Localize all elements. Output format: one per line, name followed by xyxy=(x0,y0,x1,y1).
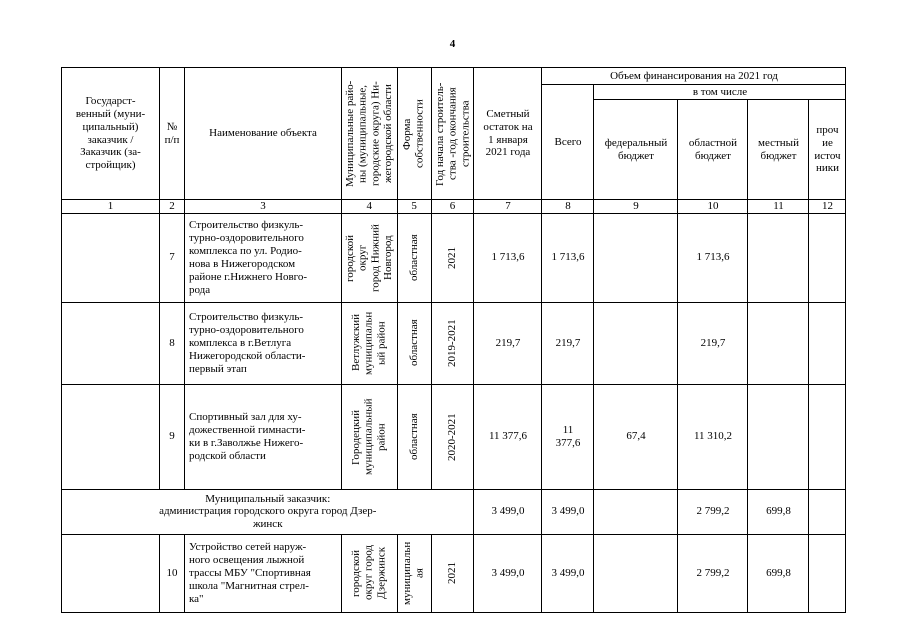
header-including: в том числе xyxy=(594,85,846,100)
col-number: 8 xyxy=(542,200,594,214)
row-ownership: муниципальн ая xyxy=(397,534,431,612)
row-regional: 2 799,2 xyxy=(678,534,748,612)
row-num: 10 xyxy=(160,534,185,612)
row-total: 219,7 xyxy=(542,302,594,384)
row-local xyxy=(748,302,809,384)
row-ownership: областная xyxy=(397,302,431,384)
header-local: местный бюджет xyxy=(748,100,809,200)
row-regional: 219,7 xyxy=(678,302,748,384)
row-customer-cell xyxy=(62,384,160,489)
client-summary-row xyxy=(62,489,846,534)
row-estimate: 1 713,6 xyxy=(474,213,542,302)
row-total: 3 499,0 xyxy=(542,534,594,612)
row-federal xyxy=(594,302,678,384)
row-other xyxy=(809,384,846,489)
row-regional: 1 713,6 xyxy=(678,213,748,302)
row-regional: 11 310,2 xyxy=(678,384,748,489)
row-federal xyxy=(594,534,678,612)
row-estimate: 3 499,0 xyxy=(474,534,542,612)
row-total: 1 713,6 xyxy=(542,213,594,302)
row-object-name: Строительство физкуль- турно-оздоровительного комплекса по ул. Родио- нова в Нижегородском районе г.Нижнего Новго- рода xyxy=(185,213,342,302)
row-years: 2019-2021 xyxy=(431,302,474,384)
row-estimate: 219,7 xyxy=(474,302,542,384)
header-federal: федеральный бюджет xyxy=(594,100,678,200)
row-num: 9 xyxy=(160,384,185,489)
header-object-name: Наименование объекта xyxy=(185,68,342,200)
row-object-name: Устройство сетей наруж- ного освещения лыжной трассы МБУ "Спортивная школа "Магнитная стрел- ка" xyxy=(185,534,342,612)
row-customer-cell xyxy=(62,534,160,612)
row-district: Ветлужский муниципальн ый район xyxy=(342,302,398,384)
row-years: 2021 xyxy=(431,534,474,612)
row-object-name: Строительство физкуль- турно-оздоровительного комплекса в г.Ветлуга Нижегородской области- первый этап xyxy=(185,302,342,384)
column-numbers-row xyxy=(62,200,846,214)
table-row xyxy=(62,534,846,612)
header-district: Муниципальные райо- ны (муниципальные, городские округа) Ни- жегородской области xyxy=(342,68,398,200)
row-local xyxy=(748,213,809,302)
client-other xyxy=(809,489,846,534)
table-row xyxy=(62,213,846,302)
col-number: 5 xyxy=(397,200,431,214)
col-number: 4 xyxy=(342,200,398,214)
col-number: 10 xyxy=(678,200,748,214)
row-local xyxy=(748,384,809,489)
header-years: Год начала строитель- ства -год окончания строительства xyxy=(431,68,474,200)
header-estimate: Сметный остаток на 1 января 2021 года xyxy=(474,68,542,200)
row-district: городской округ город Дзержинск xyxy=(342,534,398,612)
header-customer: Государст- венный (муни- ципальный) заказчик / Заказчик (за- стройщик) xyxy=(62,68,160,200)
col-number: 11 xyxy=(748,200,809,214)
row-years: 2020-2021 xyxy=(431,384,474,489)
table-row xyxy=(62,384,846,489)
col-number: 2 xyxy=(160,200,185,214)
header-regional: областной бюджет xyxy=(678,100,748,200)
row-total: 11 377,6 xyxy=(542,384,594,489)
row-other xyxy=(809,534,846,612)
header-ownership: Форма собственности xyxy=(397,68,431,200)
row-customer-cell xyxy=(62,302,160,384)
row-district: Городецкий муниципальный район xyxy=(342,384,398,489)
row-num: 7 xyxy=(160,213,185,302)
row-district: городской округ город Нижний Новгород xyxy=(342,213,398,302)
row-federal xyxy=(594,213,678,302)
row-ownership: областная xyxy=(397,213,431,302)
row-federal: 67,4 xyxy=(594,384,678,489)
client-federal xyxy=(594,489,678,534)
col-number: 7 xyxy=(474,200,542,214)
header-funding-volume: Объем финансирования на 2021 год xyxy=(542,68,846,85)
col-number: 1 xyxy=(62,200,160,214)
header-total: Всего xyxy=(542,85,594,200)
row-years: 2021 xyxy=(431,213,474,302)
header-num: № п/п xyxy=(160,68,185,200)
client-regional: 2 799,2 xyxy=(678,489,748,534)
col-number: 9 xyxy=(594,200,678,214)
row-other xyxy=(809,213,846,302)
client-local: 699,8 xyxy=(748,489,809,534)
col-number: 12 xyxy=(809,200,846,214)
row-customer-cell xyxy=(62,213,160,302)
client-label: Муниципальный заказчик: администрация городского округа город Дзер- жинск xyxy=(62,489,474,534)
client-total: 3 499,0 xyxy=(542,489,594,534)
row-local: 699,8 xyxy=(748,534,809,612)
table-row xyxy=(62,302,846,384)
header-other: проч ие источ ники xyxy=(809,100,846,200)
row-other xyxy=(809,302,846,384)
client-estimate: 3 499,0 xyxy=(474,489,542,534)
row-num: 8 xyxy=(160,302,185,384)
col-number: 6 xyxy=(431,200,474,214)
financing-table xyxy=(61,67,846,613)
col-number: 3 xyxy=(185,200,342,214)
row-object-name: Спортивный зал для ху- дожественной гимнасти- ки в г.Заволжье Нижего- родской области xyxy=(185,384,342,489)
page-number: 4 xyxy=(449,38,456,50)
row-ownership: областная xyxy=(397,384,431,489)
row-estimate: 11 377,6 xyxy=(474,384,542,489)
